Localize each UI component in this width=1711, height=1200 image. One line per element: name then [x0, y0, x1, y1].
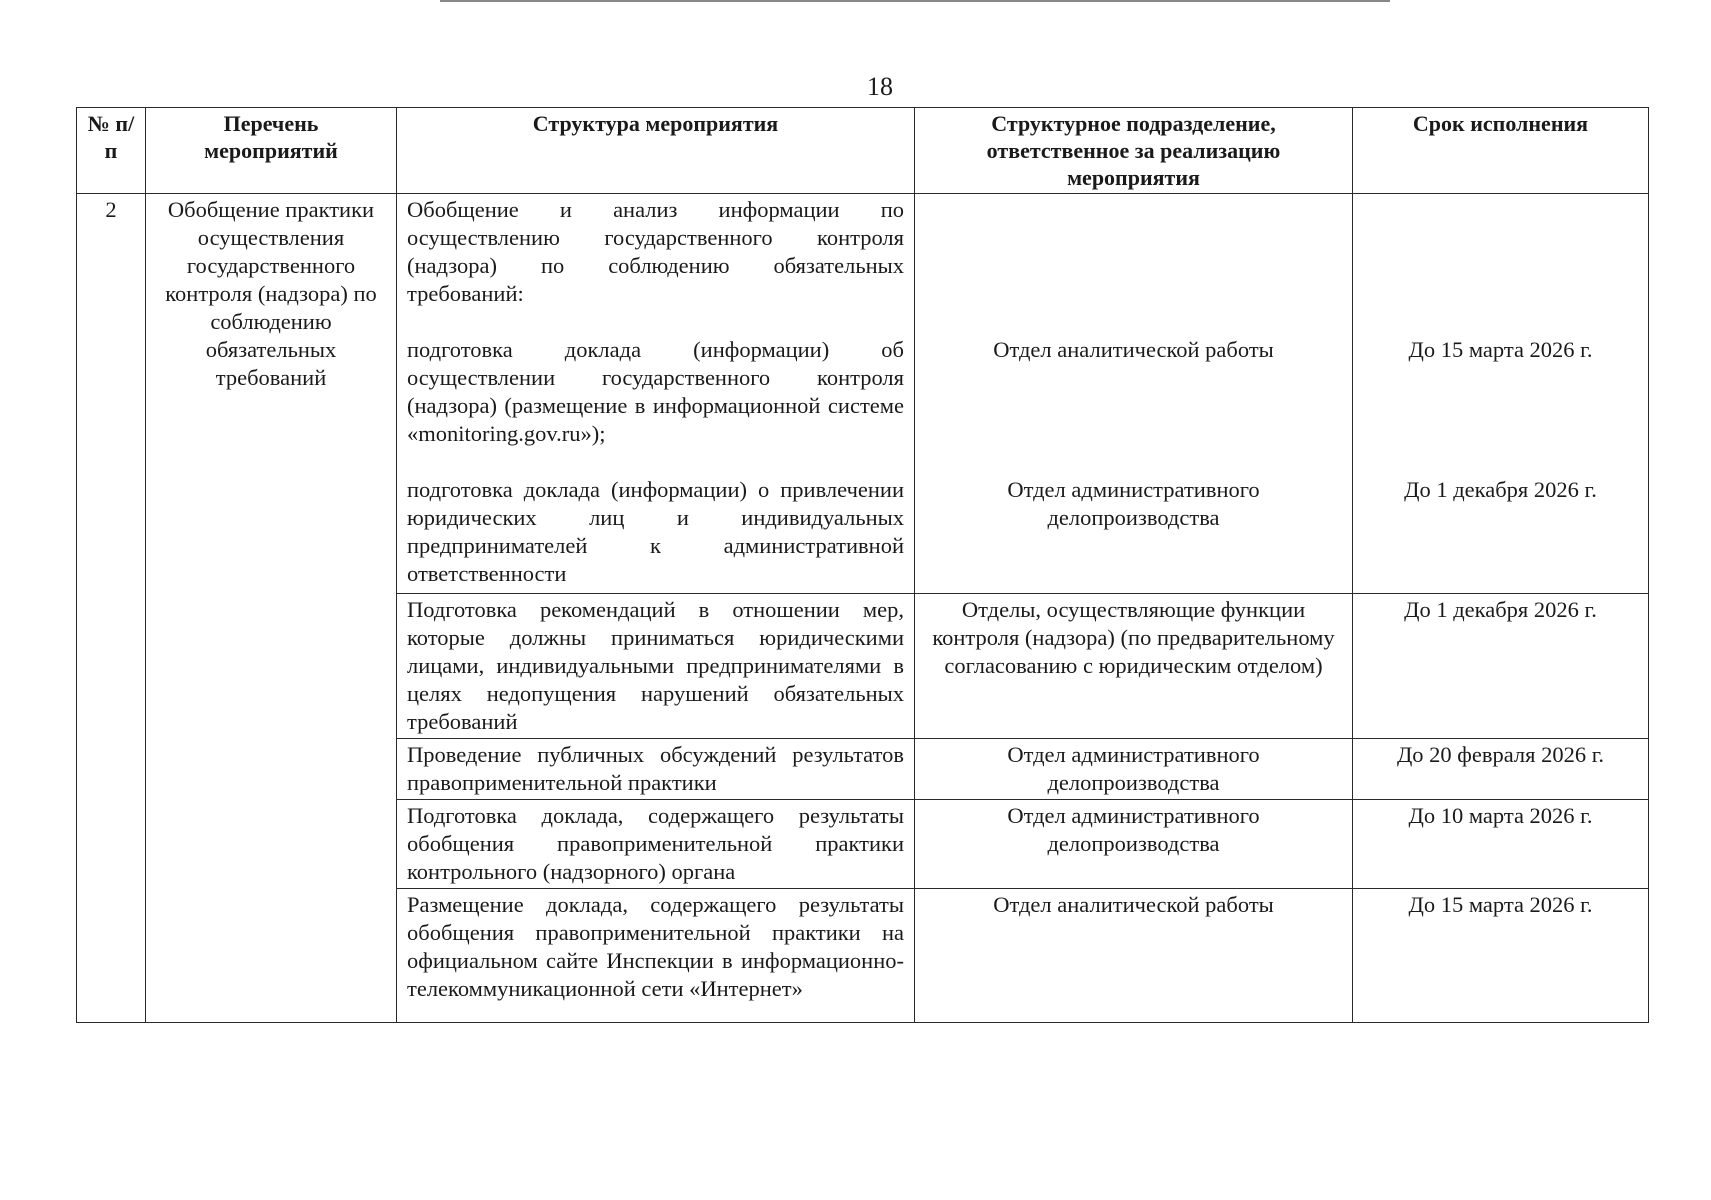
header-activities-list: Перечень мероприятий — [146, 108, 397, 194]
structure-cell: Подготовка рекомендаций в отношении мер, которые должны приниматься юридическими лицами, индивидуальными предпринимателями в целях недопущения нарушений обязательных требований — [397, 594, 915, 739]
header-number: № п/п — [77, 108, 146, 194]
header-deadline: Срок исполнения — [1353, 108, 1649, 194]
structure-subitem: подготовка доклада (информации) о привлечении юридических лиц и индивидуальных предпринимателей к административной ответственности — [407, 477, 904, 586]
header-activity-structure: Структура мероприятия — [397, 108, 915, 194]
department-value: Отдел аналитической работы — [993, 337, 1274, 362]
department-value: Отдел административного делопроизводства — [1007, 477, 1260, 530]
deadline-value: До 15 марта 2026 г. — [1408, 337, 1593, 362]
department-cell: Отдел аналитической работы — [915, 889, 1353, 1023]
header-responsible-department: Структурное подразделение, ответственное за реализацию мероприятия — [915, 108, 1353, 194]
item-name: Обобщение практики осуществления государственного контроля (надзора) по соблюдению обязательных требований — [146, 194, 397, 1023]
structure-intro: Обобщение и анализ информации по осуществлению государственного контроля (надзора) по соблюдению обязательных требований: — [407, 197, 904, 306]
table-header-row — [77, 108, 1649, 194]
structure-cell: Размещение доклада, содержащего результаты обобщения правоприменительной практики на официальном сайте Инспекции в информационно-телекоммуникационной сети «Интернет» — [397, 889, 915, 1023]
department-cell: Отдел административного делопроизводства — [915, 739, 1353, 800]
deadline-cell — [1353, 194, 1649, 594]
scan-edge-line — [440, 0, 1390, 2]
activities-table — [76, 107, 1649, 1023]
department-cell: Отделы, осуществляющие функции контроля (надзора) (по предварительному согласованию с юридическим отделом) — [915, 594, 1353, 739]
deadline-cell: До 15 марта 2026 г. — [1353, 889, 1649, 1023]
department-cell: Отдел административного делопроизводства — [915, 800, 1353, 889]
structure-cell: Подготовка доклада, содержащего результаты обобщения правоприменительной практики контрольного (надзорного) органа — [397, 800, 915, 889]
department-cell — [915, 194, 1353, 594]
deadline-value: До 1 декабря 2026 г. — [1404, 477, 1597, 502]
structure-cell — [397, 194, 915, 594]
page-number: 18 — [867, 72, 893, 101]
table-row — [77, 194, 1649, 594]
deadline-cell: До 20 февраля 2026 г. — [1353, 739, 1649, 800]
deadline-cell: До 1 декабря 2026 г. — [1353, 594, 1649, 739]
deadline-cell: До 10 марта 2026 г. — [1353, 800, 1649, 889]
item-number: 2 — [77, 194, 146, 1023]
structure-cell: Проведение публичных обсуждений результатов правоприменительной практики — [397, 739, 915, 800]
structure-subitem: подготовка доклада (информации) об осуществлении государственного контроля (надзора) (размещение в информационной системе «monitoring.gov.ru»); — [407, 337, 904, 446]
